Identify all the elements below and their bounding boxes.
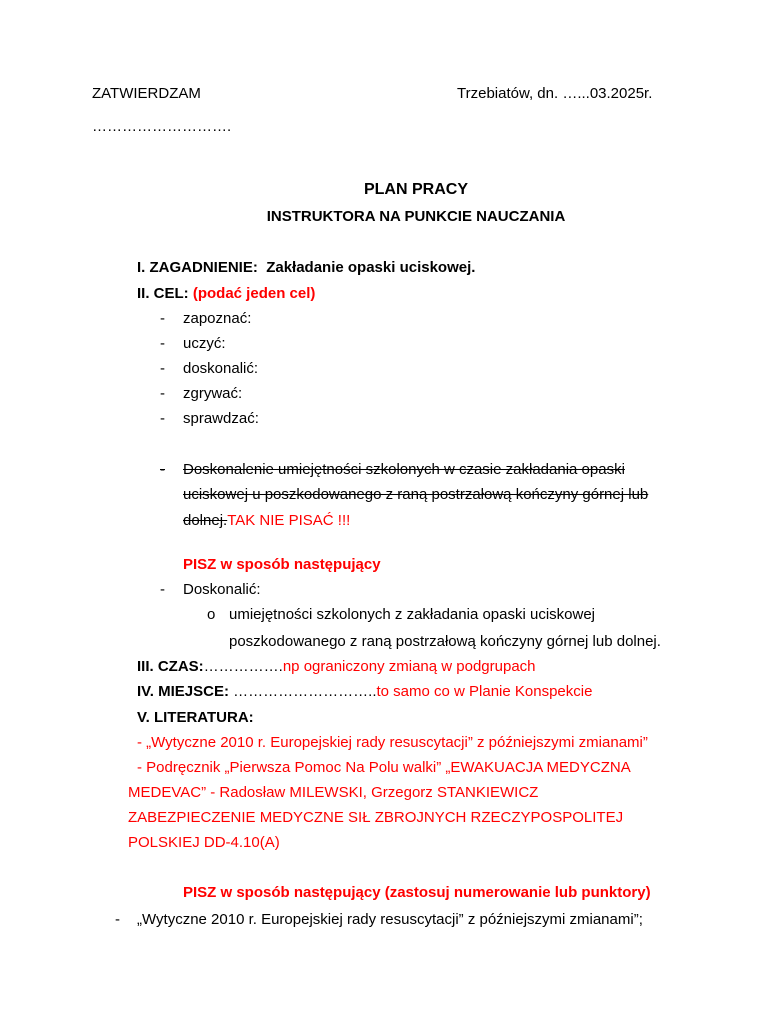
goal-note: (podać jeden cel): [192, 285, 316, 302]
place-label: IV. MIEJSCE:: [137, 683, 229, 700]
list-item: zgrywać:: [183, 385, 243, 402]
list-dash: -: [160, 335, 165, 352]
literature-line: MEDEVAC” - Radosław MILEWSKI, Grzegorz STANKIEWICZ: [128, 784, 539, 801]
literature-line: ZABEZPIECZENIE MEDYCZNE SIŁ ZBROJNYCH RZECZYPOSPOLITEJ: [128, 809, 624, 826]
list-dash: -: [160, 385, 165, 402]
goal-line: [137, 285, 315, 303]
time-line: [137, 658, 536, 676]
correct-example-heading: PISZ w sposób następujący: [183, 556, 381, 573]
correct-example-subline: umiejętności szkolonych z zakładania opaski uciskowej: [229, 606, 596, 623]
list-dash: -: [160, 410, 165, 427]
list-dash: -: [160, 360, 165, 377]
place-line: [137, 683, 592, 701]
issue-label: I. ZAGADNIENIE:: [137, 259, 258, 276]
list-item: sprawdzać:: [183, 410, 259, 427]
list-dash: -: [160, 310, 165, 327]
literature-line: - „Wytyczne 2010 r. Europejskiej rady resuscytacji” z późniejszymi zmianami”: [137, 734, 648, 751]
approval-label: ZATWIERDZAM: [92, 85, 201, 102]
list-dash: -: [115, 911, 120, 928]
page-subtitle: INSTRUKTORA NA PUNKCIE NAUCZANIA: [266, 208, 566, 225]
literature-line: POLSKIEJ DD-4.10(A): [128, 834, 280, 851]
list-item: zapoznać:: [183, 310, 252, 327]
place-note: to samo co w Planie Konspekcie: [376, 683, 593, 700]
literature-example-heading: PISZ w sposób następujący (zastosuj numerowanie lub punktory): [183, 884, 651, 901]
time-note: np ograniczony zmianą w podgrupach: [282, 658, 536, 675]
issue-text: Zakładanie opaski uciskowej.: [266, 259, 476, 276]
literature-line: - Podręcznik „Pierwsza Pomoc Na Polu walki” „EWAKUACJA MEDYCZNA: [137, 759, 631, 776]
literature-example-item: „Wytyczne 2010 r. Europejskiej rady resuscytacji” z późniejszymi zmianami”;: [137, 911, 643, 928]
wrong-example-line: Doskonalenie umiejętności szkolonych w czasie zakładania opaski: [183, 461, 625, 478]
signature-line: ……………………….: [92, 118, 232, 135]
wrong-example-last-line: [183, 512, 350, 530]
wrong-example-dash: -: [160, 461, 165, 478]
list-item: uczyć:: [183, 335, 226, 352]
time-label: III. CZAS:: [137, 658, 204, 675]
time-dots: …………….: [203, 658, 283, 675]
goal-label: II. CEL:: [137, 285, 189, 302]
literature-label: V. LITERATURA:: [137, 709, 254, 726]
wrong-example-warning: TAK NIE PISAĆ !!!: [227, 512, 351, 529]
wrong-example-line: uciskowej u poszkodowanego z raną postrzałową kończyny górnej lub: [183, 486, 649, 503]
wrong-example-text: dolnej.: [183, 512, 228, 529]
issue-line: [137, 259, 475, 277]
page-title: PLAN PRACY: [363, 181, 468, 198]
place-date: Trzebiatów, dn. …...03.2025r.: [457, 85, 653, 102]
place-dots: ………………………..: [233, 683, 377, 700]
sub-bullet: o: [207, 606, 216, 623]
list-dash: -: [160, 581, 165, 598]
correct-example-subline: poszkodowanego z raną postrzałową kończyny górnej lub dolnej.: [229, 633, 661, 650]
list-item: doskonalić:: [183, 360, 259, 377]
correct-example-item: Doskonalić:: [183, 581, 261, 598]
